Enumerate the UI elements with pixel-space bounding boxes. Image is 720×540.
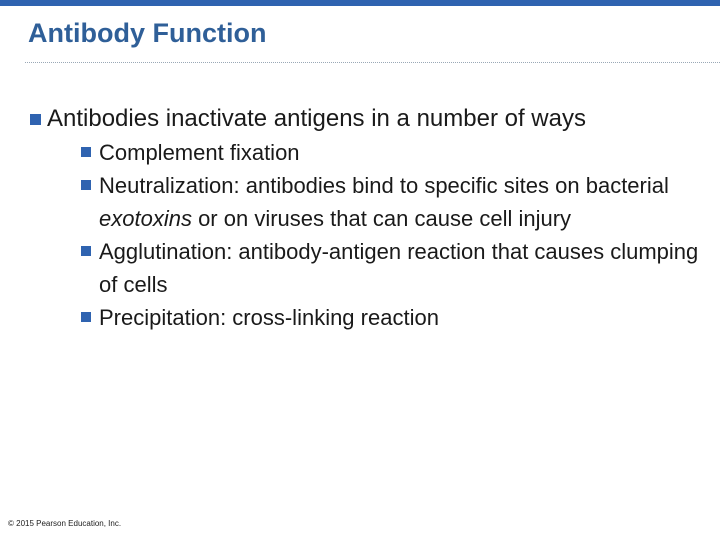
bullet-list <box>30 104 700 334</box>
sub-bullet-text <box>99 301 701 334</box>
sub-bullet-agglutination <box>81 235 701 301</box>
sub-bullet-text-part: Agglutination: antibody-antigen reaction that causes clumping of cells <box>99 239 699 297</box>
sub-bullet-complement-fixation <box>81 136 701 169</box>
sub-bullet-text-part: or on viruses that can cause cell injury <box>191 206 572 231</box>
slide-title: Antibody Function <box>28 18 267 48</box>
sub-bullet-italic-term: exotoxins <box>99 206 192 231</box>
square-bullet-icon <box>81 180 91 190</box>
sub-bullet-text-part: Precipitation: cross-linking reaction <box>99 305 439 330</box>
copyright-footer: © 2015 Pearson Education, Inc. <box>8 519 122 528</box>
sub-bullet-text-part: Complement fixation <box>99 140 300 165</box>
square-bullet-icon <box>81 312 91 322</box>
main-bullet <box>30 104 700 334</box>
square-bullet-icon <box>81 147 91 157</box>
sub-bullet-list <box>81 136 701 334</box>
sub-bullet-text <box>99 235 701 301</box>
sub-bullet-text-part: Neutralization: antibodies bind to specific sites on bacterial <box>99 173 669 198</box>
sub-bullet-text <box>99 169 701 235</box>
main-bullet-body <box>47 104 701 334</box>
sub-bullet-precipitation <box>81 301 701 334</box>
square-bullet-icon <box>30 114 41 125</box>
top-accent-bar <box>0 0 720 6</box>
square-bullet-icon <box>81 246 91 256</box>
main-bullet-text: Antibodies inactivate antigens in a number of ways <box>47 105 586 132</box>
sub-bullet-text <box>99 136 701 169</box>
title-divider <box>25 62 720 63</box>
sub-bullet-neutralization <box>81 169 701 235</box>
